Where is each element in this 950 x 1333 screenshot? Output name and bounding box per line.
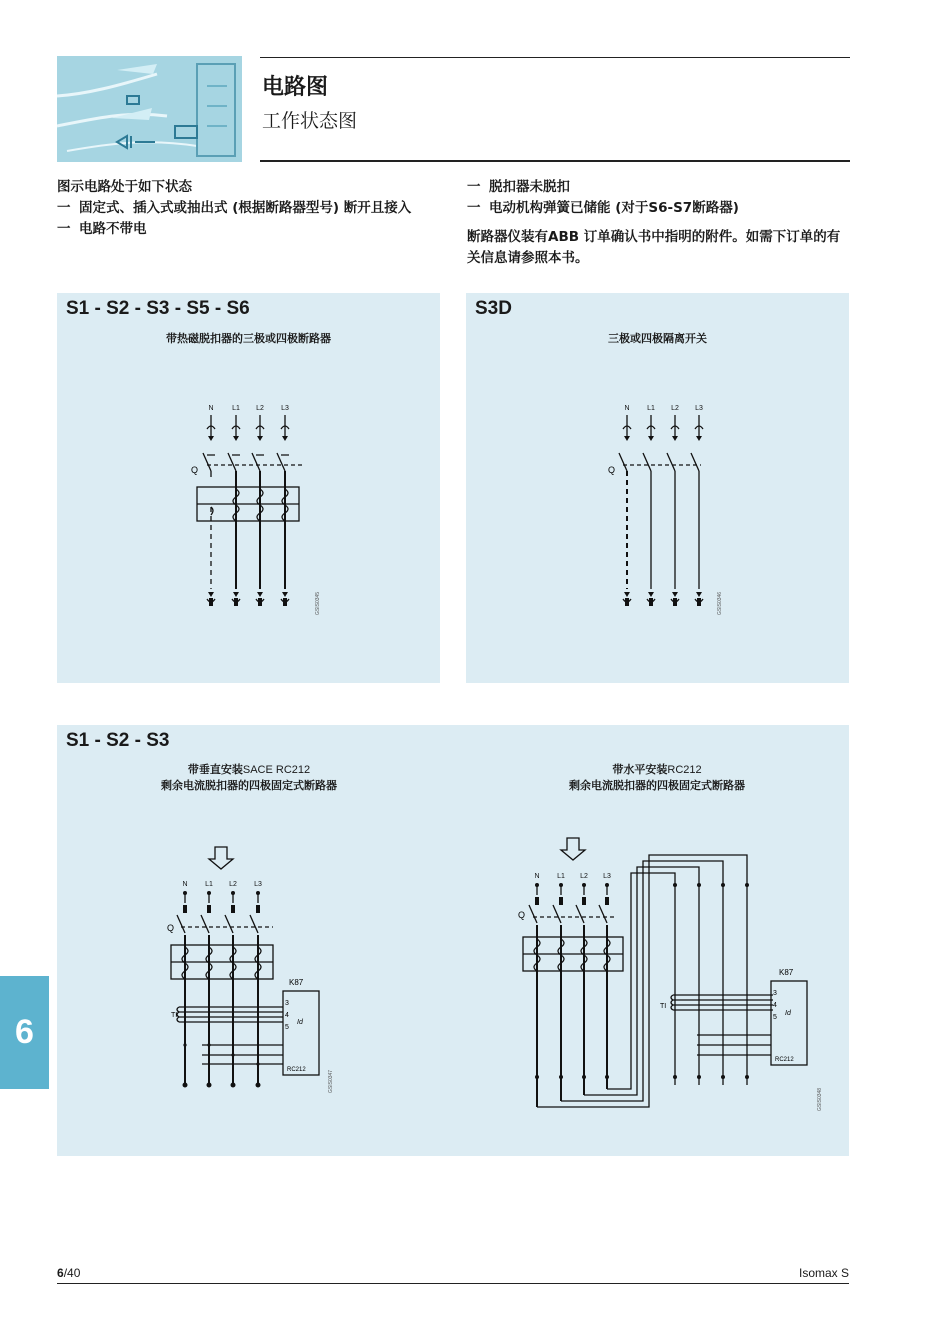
right-diagram-caption: 带水平安装RC212 剩余电流脱扣器的四极固定式断路器 [569, 763, 745, 792]
pole-label: L2 [256, 405, 264, 412]
header-illustration [57, 56, 242, 162]
page-title: 电路图 [262, 75, 329, 100]
id-label: Id [297, 1019, 303, 1026]
pole-label: L3 [603, 873, 611, 880]
product-name: Isomax S [798, 1266, 849, 1280]
header-top-rule [260, 57, 850, 58]
feed-arrow-icon [209, 847, 233, 869]
page-number: 6/40 [57, 1266, 81, 1280]
pole-label: N [624, 405, 630, 412]
ti-label: TI [171, 1012, 178, 1019]
intro-item-3: 一 脱扣器未脱扣 [467, 179, 570, 195]
intro-note: 断路器仪装有ABB 订单确认书中指明的附件。如需下订单的有关信息请参照本书。 [467, 229, 841, 266]
rc212-label: RC212 [775, 1057, 794, 1063]
pole-label: N [208, 405, 214, 412]
diagram-rc212 [57, 725, 849, 1156]
q-label: Q [191, 465, 199, 475]
panel-s1-s3-rc212 [57, 725, 849, 1156]
diagram-s1-s6 [57, 293, 440, 683]
intro-item-4: 一 电动机构弹簧已储能 (对于S6-S7断路器) [467, 200, 739, 216]
panel-s3d [466, 293, 849, 683]
k87-label: K87 [289, 978, 304, 987]
chapter-tab: 6 [0, 976, 49, 1089]
header-bottom-rule [260, 160, 850, 162]
pole-label: L3 [695, 405, 703, 412]
panel-subtitle: 带热磁脱扣器的三极或四极断路器 [166, 332, 331, 345]
drawing-code: GSIS0345 [315, 591, 321, 615]
pole-label: L1 [232, 405, 240, 412]
drawing-code: GSIS0347 [328, 1069, 334, 1093]
pole-label: N [534, 873, 540, 880]
intro-item-2: 一 电路不带电 [57, 221, 147, 237]
svg-text:3: 3 [773, 990, 777, 997]
svg-text:4: 4 [285, 1012, 289, 1019]
q-label: Q [167, 923, 175, 933]
svg-text:5: 5 [773, 1014, 777, 1021]
intro-right [467, 177, 852, 269]
ti-label: TI [660, 1003, 667, 1010]
panel-title: S1 - S2 - S3 - S5 - S6 [66, 298, 250, 319]
q-label: Q [518, 910, 526, 920]
panel-s1-s6 [57, 293, 440, 683]
svg-text:5: 5 [285, 1024, 289, 1031]
footer-rule [57, 1283, 849, 1284]
panel-title: S1 - S2 - S3 [66, 730, 170, 751]
q-label: Q [608, 465, 616, 475]
panel-title: S3D [475, 298, 512, 319]
pole-label: L2 [671, 405, 679, 412]
svg-text:4: 4 [773, 1002, 777, 1009]
pole-label: L1 [647, 405, 655, 412]
pole-label: L2 [580, 873, 588, 880]
intro-left [57, 177, 447, 240]
panel-subtitle: 三极或四极隔离开关 [608, 332, 707, 345]
intro-lead: 图示电路处于如下状态 [57, 179, 192, 195]
pole-label: N [182, 881, 188, 888]
pole-label: L1 [205, 881, 213, 888]
page-subtitle: 工作状态图 [262, 110, 358, 132]
k87-label: K87 [779, 968, 794, 977]
id-label: Id [785, 1010, 791, 1017]
drawing-code: GSIS0348 [817, 1087, 823, 1111]
left-diagram-caption: 带垂直安装SACE RC212 剩余电流脱扣器的四极固定式断路器 [161, 763, 337, 792]
drawing-code: GSIS0346 [717, 591, 723, 615]
pole-label: L3 [254, 881, 262, 888]
pole-label: L2 [229, 881, 237, 888]
rc212-label: RC212 [287, 1067, 306, 1073]
diagram-s3d [466, 293, 849, 683]
svg-text:3: 3 [285, 1000, 289, 1007]
intro-item-1: 一 固定式、插入式或抽出式 (根据断路器型号) 断开且接入 [57, 200, 412, 216]
pole-label: L1 [557, 873, 565, 880]
feed-arrow-icon [561, 838, 585, 860]
pole-label: L3 [281, 405, 289, 412]
